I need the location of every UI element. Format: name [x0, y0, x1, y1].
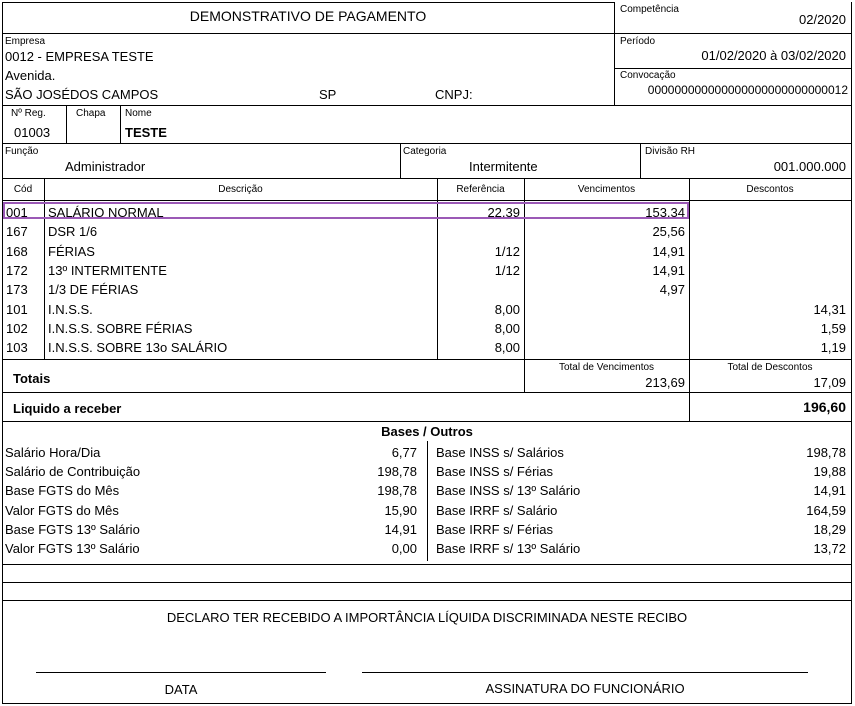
divider	[120, 105, 121, 143]
divider	[640, 143, 641, 179]
selected-row-highlight[interactable]	[3, 202, 689, 219]
item-referencia: 22,39	[487, 205, 520, 220]
item-descricao: I.N.S.S. SOBRE FÉRIAS	[48, 320, 193, 336]
base-label: Base INSS s/ Férias	[436, 464, 554, 480]
item-cod: 172	[6, 262, 28, 278]
divider	[2, 143, 852, 144]
base-label: Base IRRF s/ 13º Salário	[436, 541, 581, 556]
declaration-text: DECLARO TER RECEBIDO A IMPORTÂNCIA LÍQUIDA DISCRIMINADA NESTE RECIBO	[166, 610, 688, 625]
liquido-value: 196,60	[803, 399, 846, 415]
base-value: 15,90	[384, 502, 417, 518]
divider	[689, 178, 690, 421]
divider	[2, 359, 852, 360]
categoria-label: Categoria	[403, 146, 447, 157]
item-referencia: 8,00	[494, 320, 520, 336]
nreg-label: Nº Reg.	[11, 108, 46, 119]
base-value: 0,00	[391, 541, 417, 556]
periodo-label: Período	[620, 36, 656, 47]
empresa-state: SP	[319, 87, 337, 102]
base-label: Salário de Contribuição	[5, 464, 141, 480]
divider	[2, 33, 852, 34]
base-label: Base FGTS do Mês	[5, 483, 120, 499]
top-border	[2, 2, 614, 3]
divider	[427, 441, 428, 561]
item-vencimentos: 25,56	[652, 224, 685, 240]
item-descricao: I.N.S.S.	[48, 301, 93, 317]
competencia-label: Competência	[620, 4, 679, 15]
item-descricao: FÉRIAS	[48, 243, 95, 259]
item-cod: 101	[6, 301, 28, 317]
total-descontos-value: 17,09	[813, 375, 846, 390]
base-label: Valor FGTS do Mês	[5, 502, 119, 518]
nome-label: Nome	[125, 108, 152, 119]
funcao-label: Função	[5, 146, 39, 157]
divider	[614, 2, 615, 105]
date-label: DATA	[164, 682, 198, 697]
item-cod: 001	[6, 205, 28, 220]
base-value: 198,78	[377, 483, 417, 499]
divider	[2, 105, 852, 106]
base-value: 13,72	[813, 541, 846, 556]
item-vencimentos: 14,91	[652, 243, 685, 259]
item-vencimentos: 153,34	[645, 205, 685, 220]
col-descricao-header: Descrição	[218, 184, 263, 195]
totais-label: Totais	[13, 371, 51, 386]
item-descricao: 1/3 DE FÉRIAS	[48, 282, 139, 298]
employee-signature-line	[362, 672, 808, 673]
item-vencimentos: 4,97	[659, 282, 685, 298]
date-signature-line	[36, 672, 326, 673]
categoria-value: Intermitente	[469, 159, 538, 174]
signature-label: ASSINATURA DO FUNCIONÁRIO	[485, 681, 685, 696]
bases-title: Bases / Outros	[381, 424, 473, 439]
empresa-address: Avenida.	[5, 68, 56, 83]
base-value: 14,91	[813, 483, 846, 499]
outer-border-left	[2, 2, 3, 704]
empresa-label: Empresa	[5, 36, 46, 47]
convocacao-label: Convocação	[620, 70, 676, 81]
base-label: Base IRRF s/ Férias	[436, 521, 554, 537]
divider	[2, 200, 852, 201]
item-referencia: 8,00	[494, 340, 520, 356]
total-vencimentos-label: Total de Vencimentos	[558, 362, 655, 373]
base-value: 198,78	[806, 445, 846, 460]
base-value: 6,77	[391, 445, 417, 460]
item-referencia: 1/12	[494, 243, 520, 259]
item-descontos: 1,59	[820, 320, 846, 336]
divisao-value: 001.000.000	[773, 159, 846, 174]
divisao-label: Divisão RH	[645, 146, 696, 157]
item-cod: 168	[6, 243, 28, 259]
item-cod: 167	[6, 224, 28, 240]
divider	[2, 564, 852, 565]
base-label: Base IRRF s/ Salário	[436, 502, 558, 518]
base-label: Base FGTS 13º Salário	[5, 521, 140, 537]
divider	[2, 582, 852, 583]
item-descricao: 13º INTERMITENTE	[48, 262, 167, 278]
base-label: Salário Hora/Dia	[5, 445, 101, 460]
item-cod: 173	[6, 282, 28, 298]
nreg-value: 01003	[14, 125, 51, 140]
item-referencia: 8,00	[494, 301, 520, 317]
liquido-label: Liquido a receber	[13, 401, 122, 416]
item-descricao: DSR 1/6	[48, 224, 98, 240]
item-referencia: 1/12	[494, 262, 520, 278]
divider	[2, 178, 852, 179]
divider	[400, 143, 401, 179]
empresa-name: 0012 - EMPRESA TESTE	[5, 49, 154, 64]
base-label: Base INSS s/ Salários	[436, 445, 564, 460]
empresa-city: SÃO JOSÉDOS CAMPOS	[5, 87, 159, 102]
outer-border-bottom	[2, 703, 852, 704]
total-descontos-label: Total de Descontos	[727, 362, 813, 373]
cnpj-label: CNPJ:	[435, 87, 473, 102]
col-referencia-header: Referência	[456, 184, 505, 195]
col-vencimentos-header: Vencimentos	[577, 184, 636, 195]
divider	[614, 68, 852, 69]
base-value: 18,29	[813, 521, 846, 537]
nome-value: TESTE	[125, 125, 167, 140]
divider	[2, 421, 852, 422]
total-vencimentos-value: 213,69	[645, 375, 685, 390]
item-cod: 102	[6, 320, 28, 336]
base-value: 14,91	[384, 521, 417, 537]
col-cod-header: Cód	[13, 184, 33, 195]
divider	[2, 600, 852, 601]
col-descontos-header: Descontos	[746, 184, 794, 195]
item-descontos: 1,19	[820, 340, 846, 356]
item-descricao: I.N.S.S. SOBRE 13o SALÁRIO	[48, 340, 228, 356]
item-cod: 103	[6, 340, 28, 356]
base-label: Valor FGTS 13º Salário	[5, 541, 140, 556]
competencia-value: 02/2020	[799, 12, 846, 27]
base-value: 164,59	[806, 502, 846, 518]
document-title: DEMONSTRATIVO DE PAGAMENTO	[189, 8, 427, 24]
base-value: 198,78	[377, 464, 417, 480]
periodo-value: 01/02/2020 à 03/02/2020	[701, 48, 846, 63]
convocacao-value: 000000000000000000000000000012	[647, 83, 848, 97]
funcao-value: Administrador	[65, 159, 146, 174]
item-descricao: SALÁRIO NORMAL	[48, 205, 164, 220]
chapa-label: Chapa	[76, 108, 106, 119]
base-label: Base INSS s/ 13º Salário	[436, 483, 581, 499]
outer-border-right	[851, 2, 852, 704]
divider	[66, 105, 67, 143]
base-value: 19,88	[813, 464, 846, 480]
divider	[2, 392, 852, 393]
item-vencimentos: 14,91	[652, 262, 685, 278]
item-descontos: 14,31	[813, 301, 846, 317]
